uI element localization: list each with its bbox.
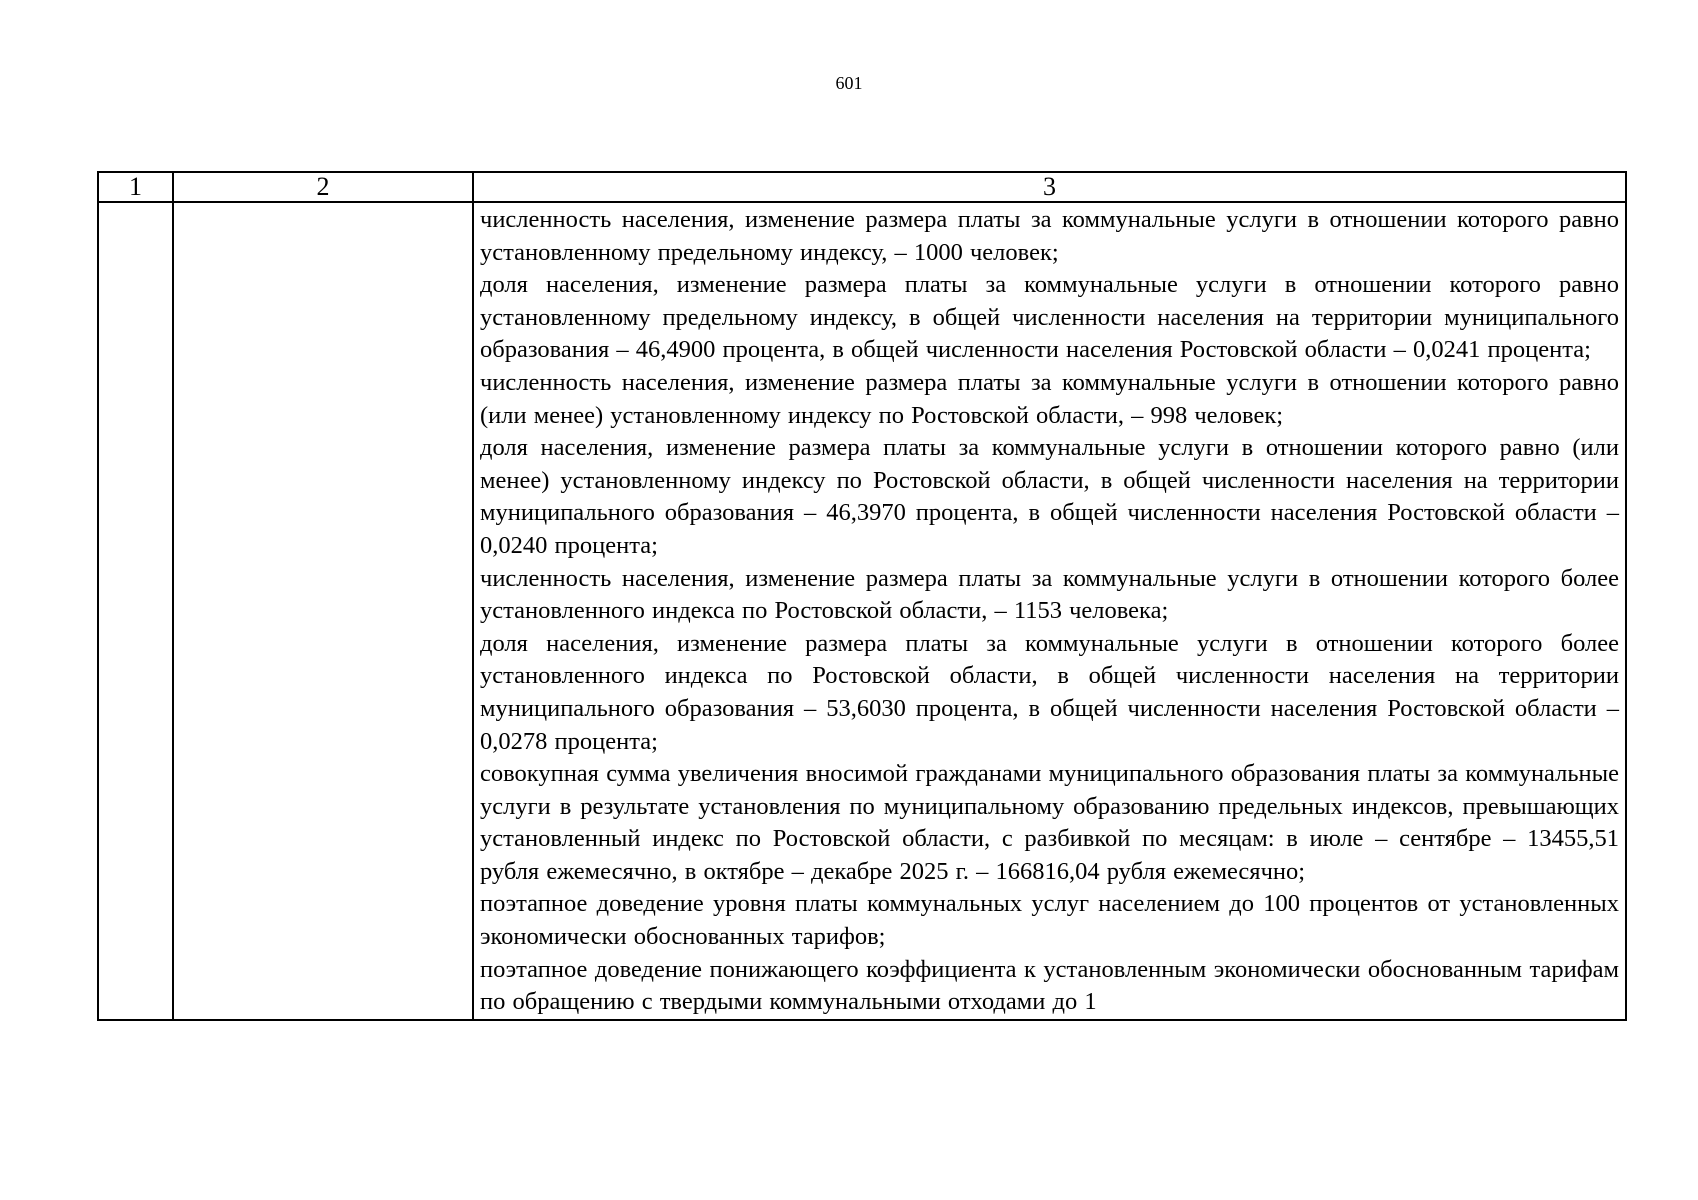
page-number: 601 <box>835 73 863 93</box>
paragraph-population-equal-limit: численность населения, изменение размера платы за коммунальные услуги в отношении которого равно установленному предельному индексу, – 1000 человек; <box>480 206 1619 266</box>
table-header-row <box>98 172 1626 202</box>
table-header-col-1: 1 <box>98 172 173 202</box>
paragraph-share-above-regional: доля населения, изменение размера платы за коммунальные услуги в отношении которого более установленного индекса по Ростовской области, в общей численности населения на территории муниципального образования – 53,6030 процента, в общей численности населения Ростовской области – 0,0278 процента; <box>480 629 1619 755</box>
paragraph-population-equal-or-less-regional: численность населения, изменение размера платы за коммунальные услуги в отношении которого равно (или менее) установленному индексу по Ростовской области, – 998 человек; <box>480 368 1619 429</box>
cell-col-3 <box>473 202 1626 1020</box>
paragraph-total-increase-sum: совокупная сумма увеличения вносимой гражданами муниципального образования платы за коммунальные услуги в результате установления по муниципальному образованию предельных индексов, превышающих установленный индекс по Ростовской области, с разбивкой по месяцам: в июле – сентябре – 13455,51 рубля ежемесячно, в октябре – декабре 2025 г. – 166816,04 рубля ежемесячно; <box>480 760 1619 885</box>
table-header-col-3: 3 <box>473 172 1626 202</box>
table-header-col-2: 2 <box>173 172 473 202</box>
paragraph-population-above-regional: численность населения, изменение размера платы за коммунальные услуги в отношении которого более установленного индекса по Ростовской области, – 1153 человека; <box>480 564 1619 625</box>
table-row <box>98 202 1626 1020</box>
cell-col-1 <box>98 202 173 1020</box>
cell-col-2 <box>173 202 473 1020</box>
paragraph-stepwise-coefficient: поэтапное доведение понижающего коэффициента к установленным экономически обоснованным тарифам по обращению с твердыми коммунальными отходами до 1 <box>480 955 1619 1016</box>
paragraph-share-equal-limit: доля населения, изменение размера платы за коммунальные услуги в отношении которого равно установленному предельному индексу, в общей численности населения на территории муниципального образования – 46,4900 процента, в общей численности населения Ростовской области – 0,0241 процента; <box>480 271 1619 364</box>
document-table <box>97 171 1627 1021</box>
paragraph-share-equal-or-less-regional: доля населения, изменение размера платы за коммунальные услуги в отношении которого равно (или менее) установленному индексу по Ростовской области, в общей численности населения на территории муниципального образования – 46,3970 процента, в общей численности населения Ростовской области – 0,0240 процента; <box>480 434 1619 559</box>
paragraph-stepwise-payment-level: поэтапное доведение уровня платы коммунальных услуг населением до 100 процентов от установленных экономически обоснованных тарифов; <box>480 890 1619 951</box>
